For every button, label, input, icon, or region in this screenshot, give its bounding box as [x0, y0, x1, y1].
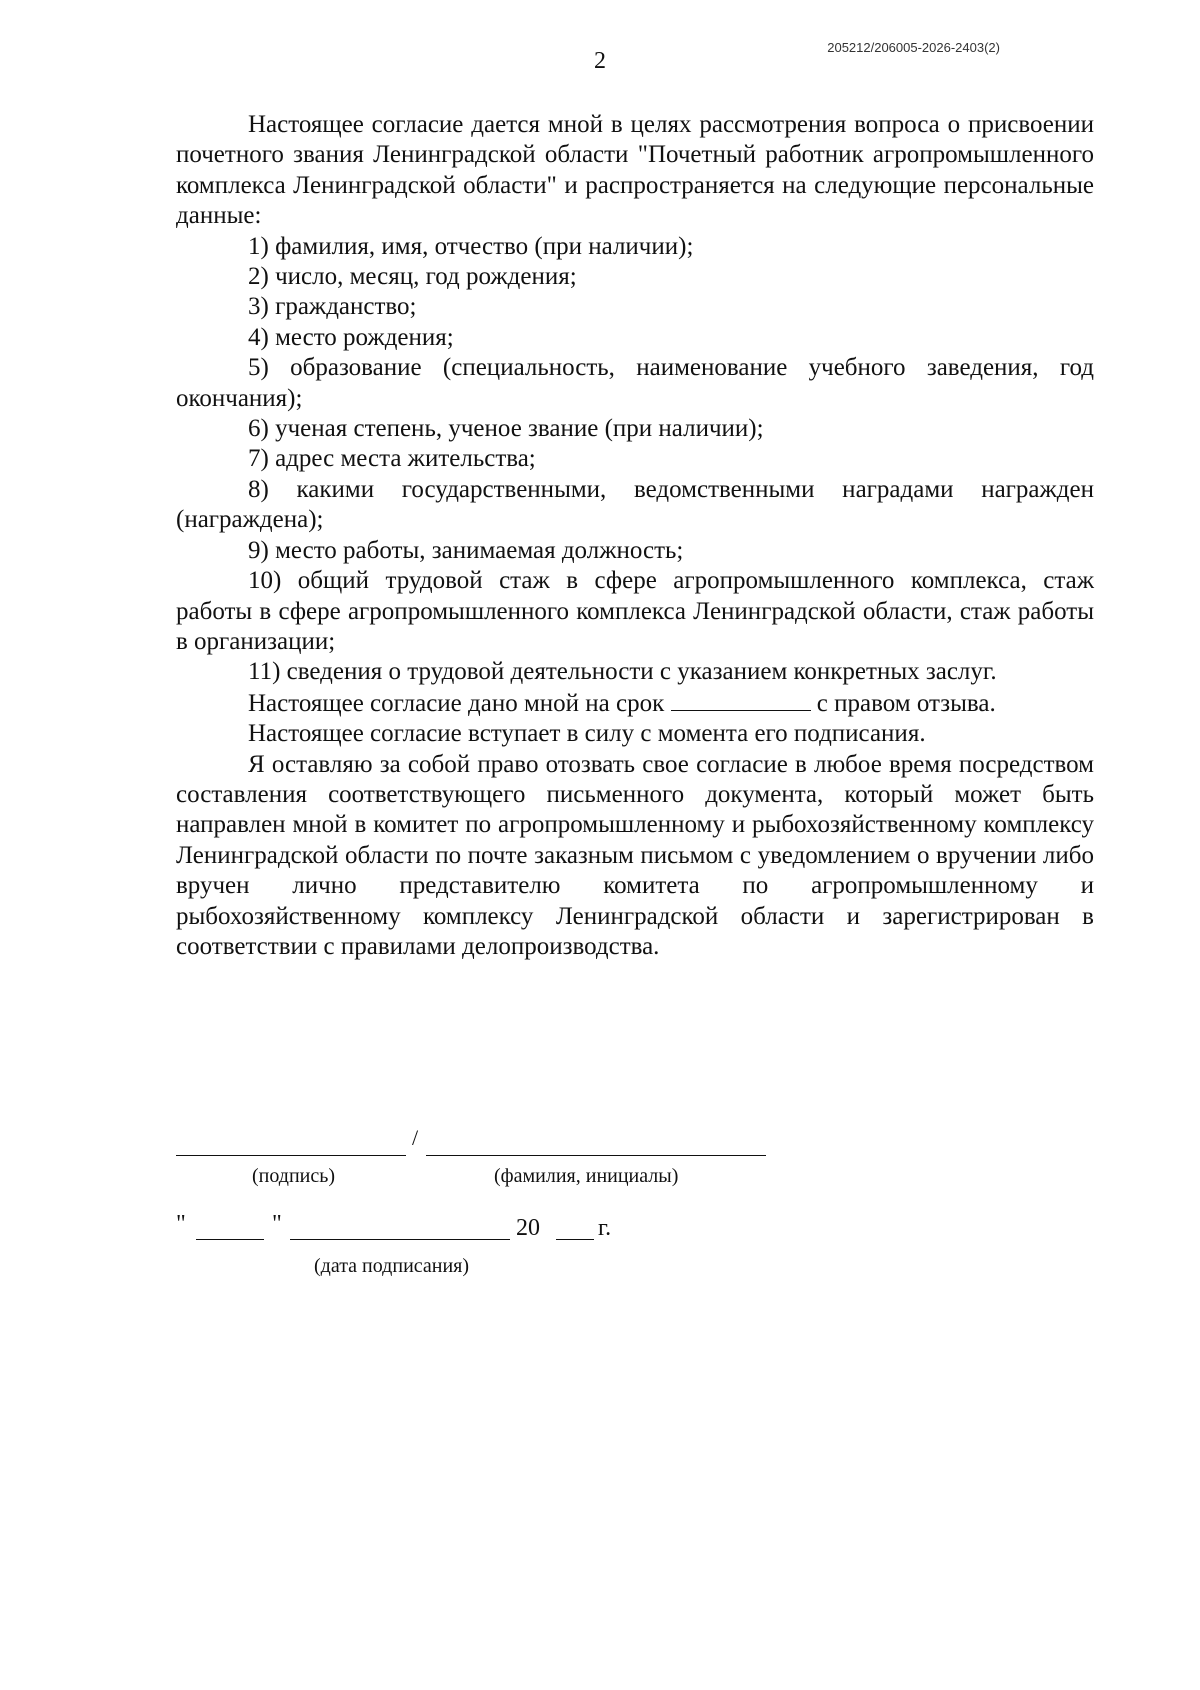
list-item: 11) сведения о трудовой деятельности с указанием конкретных заслуг.	[248, 658, 997, 686]
term-blank-field[interactable]	[671, 688, 811, 711]
list-item: 3) гражданство;	[248, 293, 417, 321]
list-item: 5) образование (специальность, наименование учебного заведения, год окончания);	[176, 354, 1094, 412]
term-paragraph	[176, 688, 1094, 719]
list-item: 9) место работы, занимаемая должность;	[248, 536, 684, 564]
day-field[interactable]	[196, 1213, 264, 1240]
signature-field[interactable]	[176, 1125, 406, 1156]
name-initials-field[interactable]	[426, 1125, 766, 1156]
list-item: 6) ученая степень, ученое звание (при наличии);	[248, 415, 764, 443]
term-text-before: Настоящее согласие дано мной на срок	[248, 689, 665, 717]
signature-slash: /	[412, 1125, 419, 1150]
date-open-quote: "	[176, 1211, 186, 1237]
year-field[interactable]	[556, 1213, 594, 1240]
list-item: 4) место рождения;	[248, 323, 454, 351]
date-caption: (дата подписания)	[314, 1255, 470, 1277]
intro-paragraph: Настоящее согласие дается мной в целях рассмотрения вопроса о присвоении почетного звания Ленинградской области "Почетный работник агропромышленного комплекса Ленинградской области" и распространяется на следующие персональные данные:	[176, 111, 1094, 230]
effective-paragraph: Настоящее согласие вступает в силу с момента его подписания.	[248, 720, 926, 748]
signature-caption: (подпись)	[252, 1165, 336, 1187]
term-text-after: с правом отзыва.	[816, 689, 996, 717]
year-suffix: г.	[598, 1215, 612, 1241]
page-number: 2	[594, 48, 606, 74]
list-item: 10) общий трудовой стаж в сфере агропромышленного комплекса, стаж работы в сфере агропромышленного комплекса Ленинградской области, стаж работы в организации;	[176, 567, 1094, 655]
list-item: 1) фамилия, имя, отчество (при наличии);	[248, 232, 694, 260]
list-item: 7) адрес места жительства;	[248, 445, 536, 473]
revoke-paragraph: Я оставляю за собой право отозвать свое согласие в любое время посредством составления соответствующего письменного документа, который может быть направлен мной в комитет по агропромышленному и рыбохозяйственному комплексу Ленинградской области по почте заказным письмом с уведомлением о вручении либо вручен лично представителю комитета по агропромышленному и рыбохозяйственному комплексу Ленинградской области и зарегистрирован в соответствии с правилами делопроизводства.	[176, 750, 1094, 960]
month-field[interactable]	[290, 1213, 510, 1240]
document-id: 205212/206005-2026-2403(2)	[827, 40, 1000, 55]
name-caption: (фамилия, инициалы)	[494, 1165, 679, 1187]
list-item: 2) число, месяц, год рождения;	[248, 263, 577, 291]
date-close-quote: "	[272, 1211, 282, 1237]
document-body	[176, 110, 1094, 962]
year-prefix: 20	[516, 1215, 540, 1241]
list-item: 8) какими государственными, ведомственными наградами награжден (награждена);	[176, 475, 1094, 534]
